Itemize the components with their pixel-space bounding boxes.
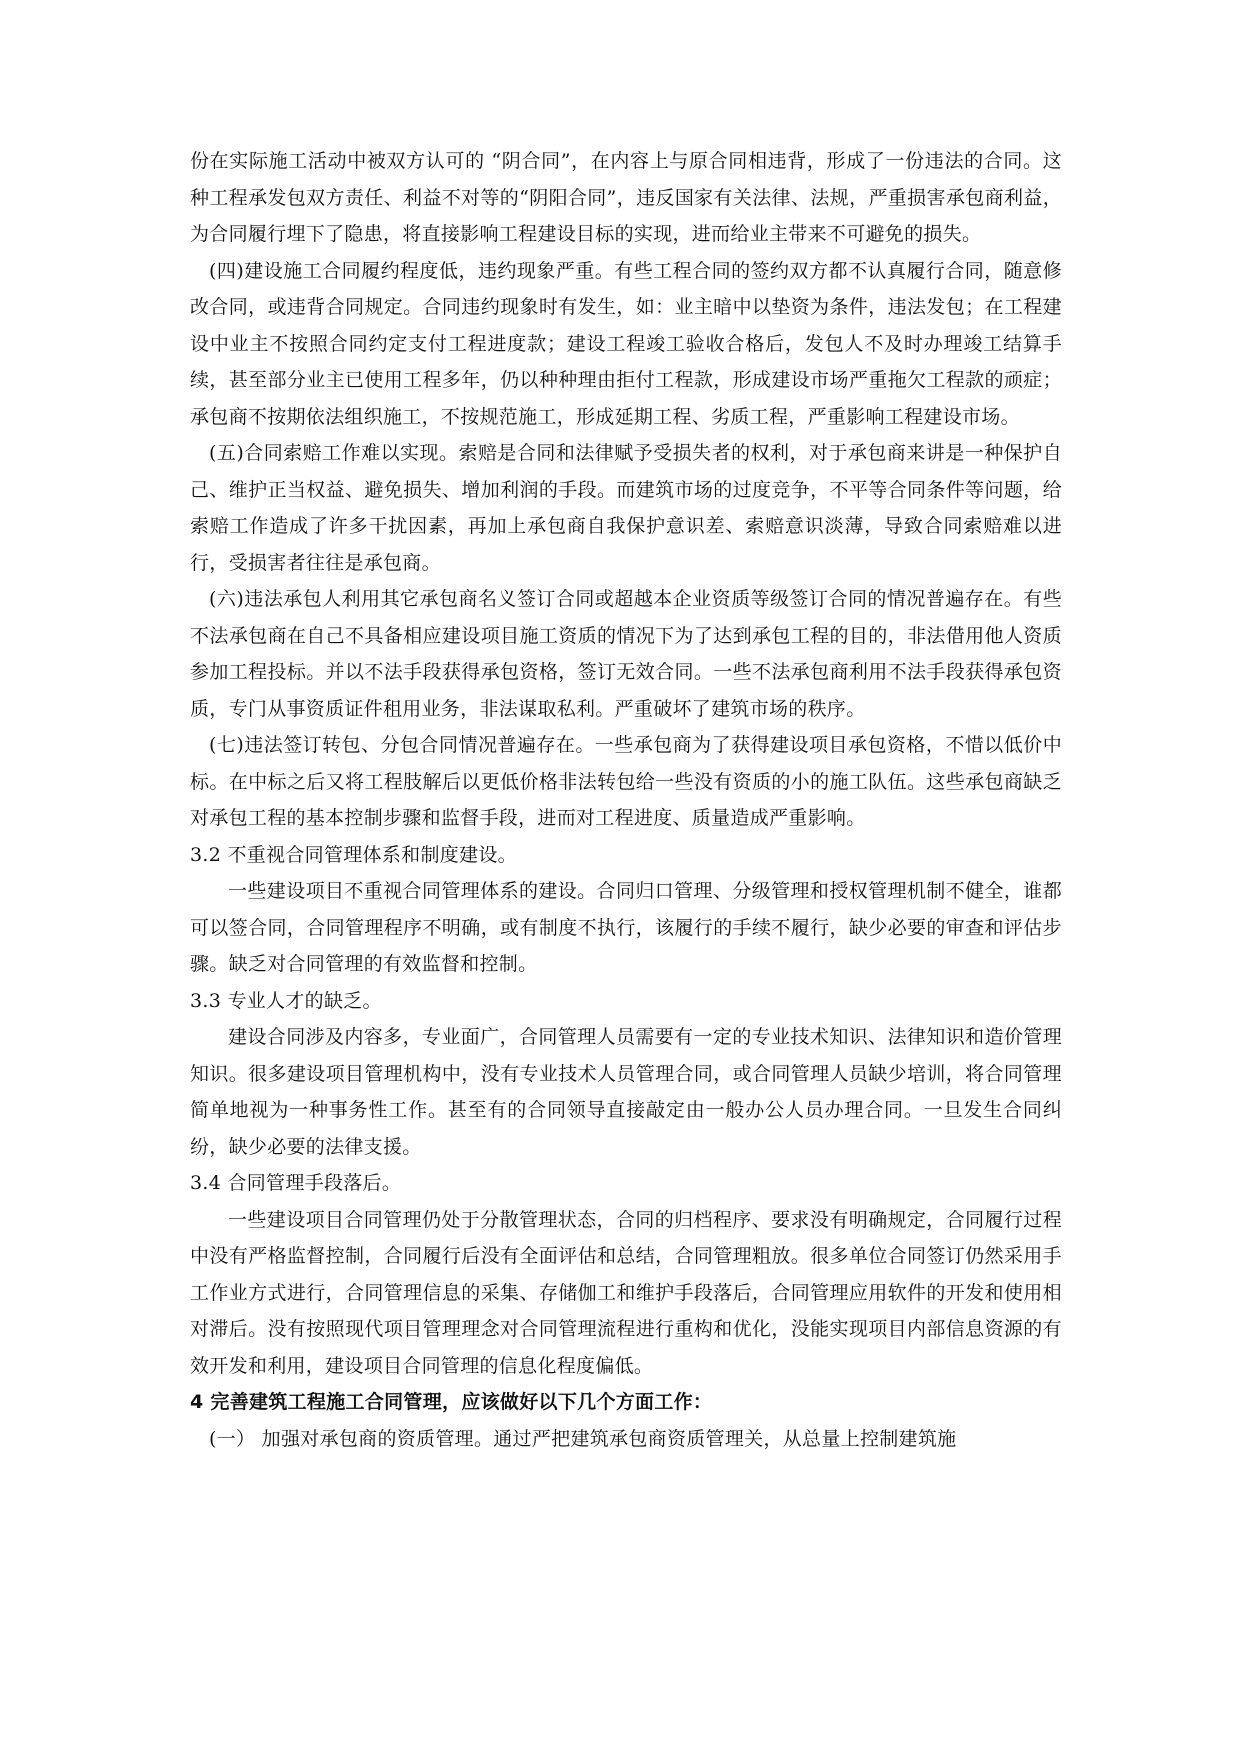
- paragraph-item-1: (一） 加强对承包商的资质管理。通过严把建筑承包商资质管理关，从总量上控制建筑施: [209, 1427, 957, 1450]
- paragraph-item-5: (五)合同索赔工作难以实现。索赔是合同和法律赋予受损失者的权利，对于承包商来讲是一种保护自己、维护正当权益、避免损失、增加利润的手段。而建筑市场的过度竞争，不平等合同条件等问题，给索赔工作造成了许多干扰因素，再加上承包商自我保护意识差、索赔意识淡薄，导致合同索赔难以进行，受损害者往往是承包商。: [190, 442, 1062, 574]
- document-page: [190, 143, 1062, 1457]
- paragraph-item-4: (四)建设施工合同履约程度低，违约现象严重。有些工程合同的签约双方都不认真履行合同，随意修改合同，或违背合同规定。合同违约现象时有发生，如：业主暗中以垫资为条件，违法发包；在工程建设中业主不按照合同约定支付工程进度款；建设工程竣工验收合格后，发包人不及时办理竣工结算手续，甚至部分业主已使用工程多年，仍以种种理由拒付工程款，形成建设市场严重拖欠工程款的顽症；承包商不按期依法组织施工，不按规范施工，形成延期工程、劣质工程，严重影响工程建设市场。: [190, 259, 1062, 428]
- paragraph-section-3-2: 一些建设项目不重视合同管理体系的建设。合同归口管理、分级管理和授权管理机制不健全，谁都可以签合同，合同管理程序不明确，或有制度不执行，该履行的手续不履行，缺少必要的审查和评估步骤。缺乏对合同管理的有效监督和控制。: [190, 880, 1062, 975]
- section-heading-3-4: 3.4 合同管理手段落后。: [190, 1172, 402, 1194]
- paragraph-item-7: (七)违法签订转包、分包合同情况普遍存在。一些承包商为了获得建设项目承包资格，不惜以低价中标。在中标之后又将工程肢解后以更低价格非法转包给一些没有资质的小的施工队伍。这些承包商缺乏对承包工程的基本控制步骤和监督手段，进而对工程进度、质量造成严重影响。: [190, 734, 1062, 829]
- section-heading-3-3: 3.3 专业人才的缺乏。: [190, 989, 382, 1012]
- paragraph-section-3-3: 建设合同涉及内容多，专业面广，合同管理人员需要有一定的专业技术知识、法律知识和造价管理知识。很多建设项目管理机构中，没有专业技术人员管理合同，或合同管理人员缺少培训，将合同管理简单地视为一种事务性工作。甚至有的合同领导直接敲定由一般办公人员办理合同。一旦发生合同纠纷，缺少必要的法律支援。: [190, 1026, 1062, 1158]
- section-heading-4: 4 完善建筑工程施工合同管理，应该做好以下几个方面工作：: [190, 1391, 713, 1413]
- paragraph-section-3-4: 一些建设项目合同管理仍处于分散管理状态，合同的归档程序、要求没有明确规定，合同履行过程中没有严格监督控制，合同履行后没有全面评估和总结，合同管理粗放。很多单位合同签订仍然采用手工作业方式进行，合同管理信息的采集、存储伽工和维护手段落后，合同管理应用软件的开发和使用相对滞后。没有按照现代项目管理理念对合同管理流程进行重构和优化，没能实现项目内部信息资源的有效开发和利用，建设项目合同管理的信息化程度偏低。: [190, 1208, 1062, 1377]
- section-heading-3-2: 3.2 不重视合同管理体系和制度建设。: [190, 843, 517, 866]
- paragraph-item-6: (六)违法承包人利用其它承包商名义签订合同或超越本企业资质等级签订合同的情况普遍存在。有些不法承包商在自己不具备相应建设项目施工资质的情况下为了达到承包工程的目的，非法借用他人资质参加工程投标。并以不法手段获得承包资格，签订无效合同。一些不法承包商利用不法手段获得承包资质，专门从事资质证件租用业务，非法谋取私利。严重破坏了建筑市场的秩序。: [190, 588, 1062, 720]
- paragraph-yin-yang-contract: 份在实际施工活动中被双方认可的 “阴合同”，在内容上与原合同相违背，形成了一份违法的合同。这种工程承发包双方责任、利益不对等的“阴阳合同”，违反国家有关法律、法规，严重损害承包商利益，为合同履行埋下了隐患，将直接影响工程建设目标的实现，进而给业主带来不可避免的损失。: [190, 150, 1062, 245]
